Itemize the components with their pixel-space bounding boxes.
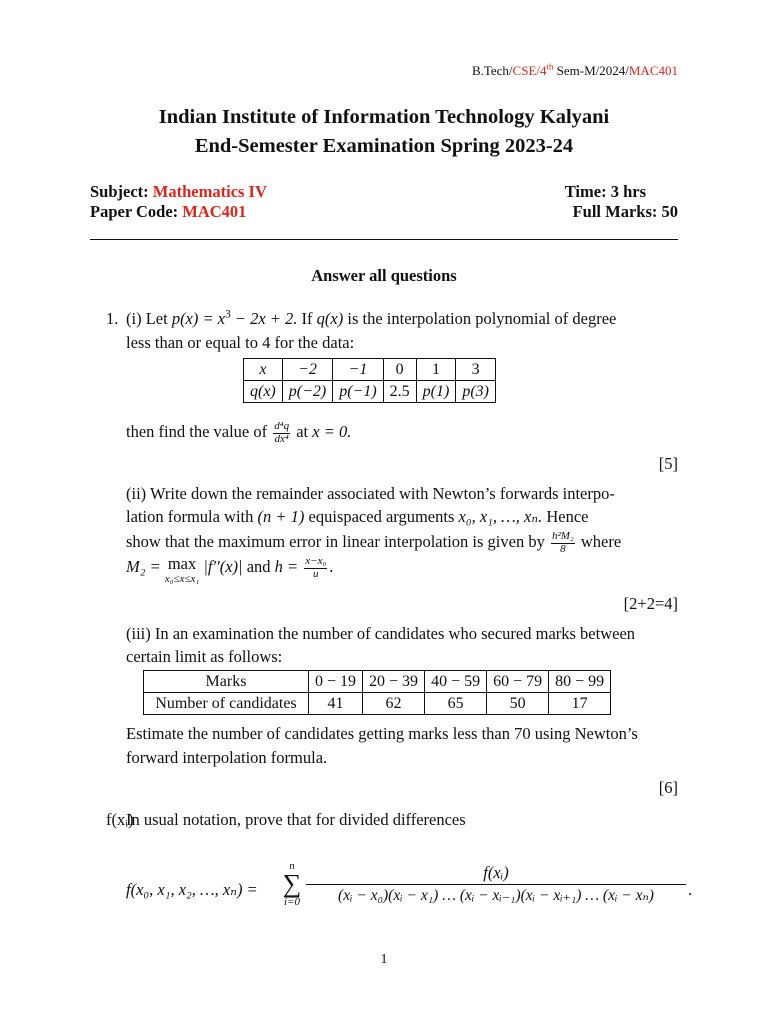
q1-i-line2: less than or equal to 4 for the data: [126, 333, 355, 352]
h-fraction: $\frac{\text{x−x₀}}{u}$ [305, 555, 327, 580]
derivative-fraction: $\frac{\text{d⁴q}}{\text{dx⁴}}$ [274, 420, 290, 445]
full-marks-line: Full Marks: 50 [572, 202, 678, 221]
max-operator: max x₀≤x≤x₁ [164, 554, 200, 586]
formula-period: . [688, 880, 693, 899]
paper-code-line: Paper Code: MAC401 [90, 202, 247, 221]
divided-difference-lhs: f(x₀, x₁, x₂, …, xₙ) = [126, 880, 258, 899]
header-divider [90, 239, 678, 240]
summation: n ∑ i=0 [282, 860, 302, 908]
divided-difference-fraction: f(xᵢ) (xᵢ − x₀)(xᵢ − x₁) … (xᵢ − xᵢ₋₁)(xᵢ − xᵢ₊₁) … (xᵢ − xₙ) [306, 862, 686, 907]
question-number-1: 1. [106, 309, 119, 328]
q1-iii-line1: (iii) In an examination the number of candidates who secured marks between [126, 624, 636, 643]
q1-i-line1: (i) Let $p(x) = x^3 - 2x + 2$. If q(x) is the interpolation polynomial of degree [126, 308, 617, 328]
table-row: x −2 −1 0 1 3 [244, 359, 496, 381]
q1-iii-marks: [6] [658, 778, 678, 797]
subject-line: Subject: Mathematics IV [90, 182, 267, 201]
q1-iii-line3: Estimate the number of candidates getting marks less than 70 using Newton’s [126, 724, 638, 743]
q1-i-find: then find the value of $\frac{\text{d⁴q}}{\text{dx⁴}}$ at x = 0. [126, 420, 352, 445]
marks-distribution-table [143, 670, 611, 715]
course-reference: B.Tech/CSE/4th Sem-M/2024/MAC401 [471, 61, 678, 78]
q1-iii-line4: forward interpolation formula. [126, 748, 328, 767]
error-fraction: $\frac{\text{h²M₂}}{8}$ [551, 530, 574, 555]
q1-ii-line1: (ii) Write down the remainder associated with Newton’s forwards interpo- [126, 484, 615, 503]
q1-i-marks: [5] [658, 454, 678, 473]
instruction: Answer all questions [311, 266, 457, 285]
exam-title: End-Semester Examination Spring 2023-24 [194, 135, 574, 157]
table-row: q(x) p(−2) p(−1) 2.5 p(1) p(3) [244, 381, 496, 403]
time-line: Time: 3 hrs [564, 182, 646, 201]
q1-iii-line2: certain limit as follows: [126, 647, 283, 666]
q1-ii-line4: M₂ = max x₀≤x≤x₁ |f′′(x)| and h = $\frac{\text{x−x₀}}{u}$ . [126, 554, 334, 586]
table-row: Marks 0 − 19 20 − 39 40 − 59 60 − 79 80 − 99 [144, 671, 611, 693]
q1-ii-marks: [2+2=4] [623, 594, 678, 613]
interpolation-data-table [243, 358, 496, 403]
table-row: Number of candidates 41 62 65 50 17 [144, 693, 611, 715]
q1-ii-line2: lation formula with (n + 1) equispaced arguments x₀, x₁, …, xₙ. Hence [126, 507, 589, 526]
page-number: 1 [380, 952, 388, 967]
institute-title: Indian Institute of Information Technology Kalyani [158, 106, 610, 128]
q2-text: In usual notation, prove that for divided differences [126, 810, 466, 829]
q1-ii-line3: show that the maximum error in linear interpolation is given by $\frac{\text{h²M₂}}{8}$ where [126, 530, 622, 555]
question-number-2: f(xᵢ) [106, 810, 134, 829]
